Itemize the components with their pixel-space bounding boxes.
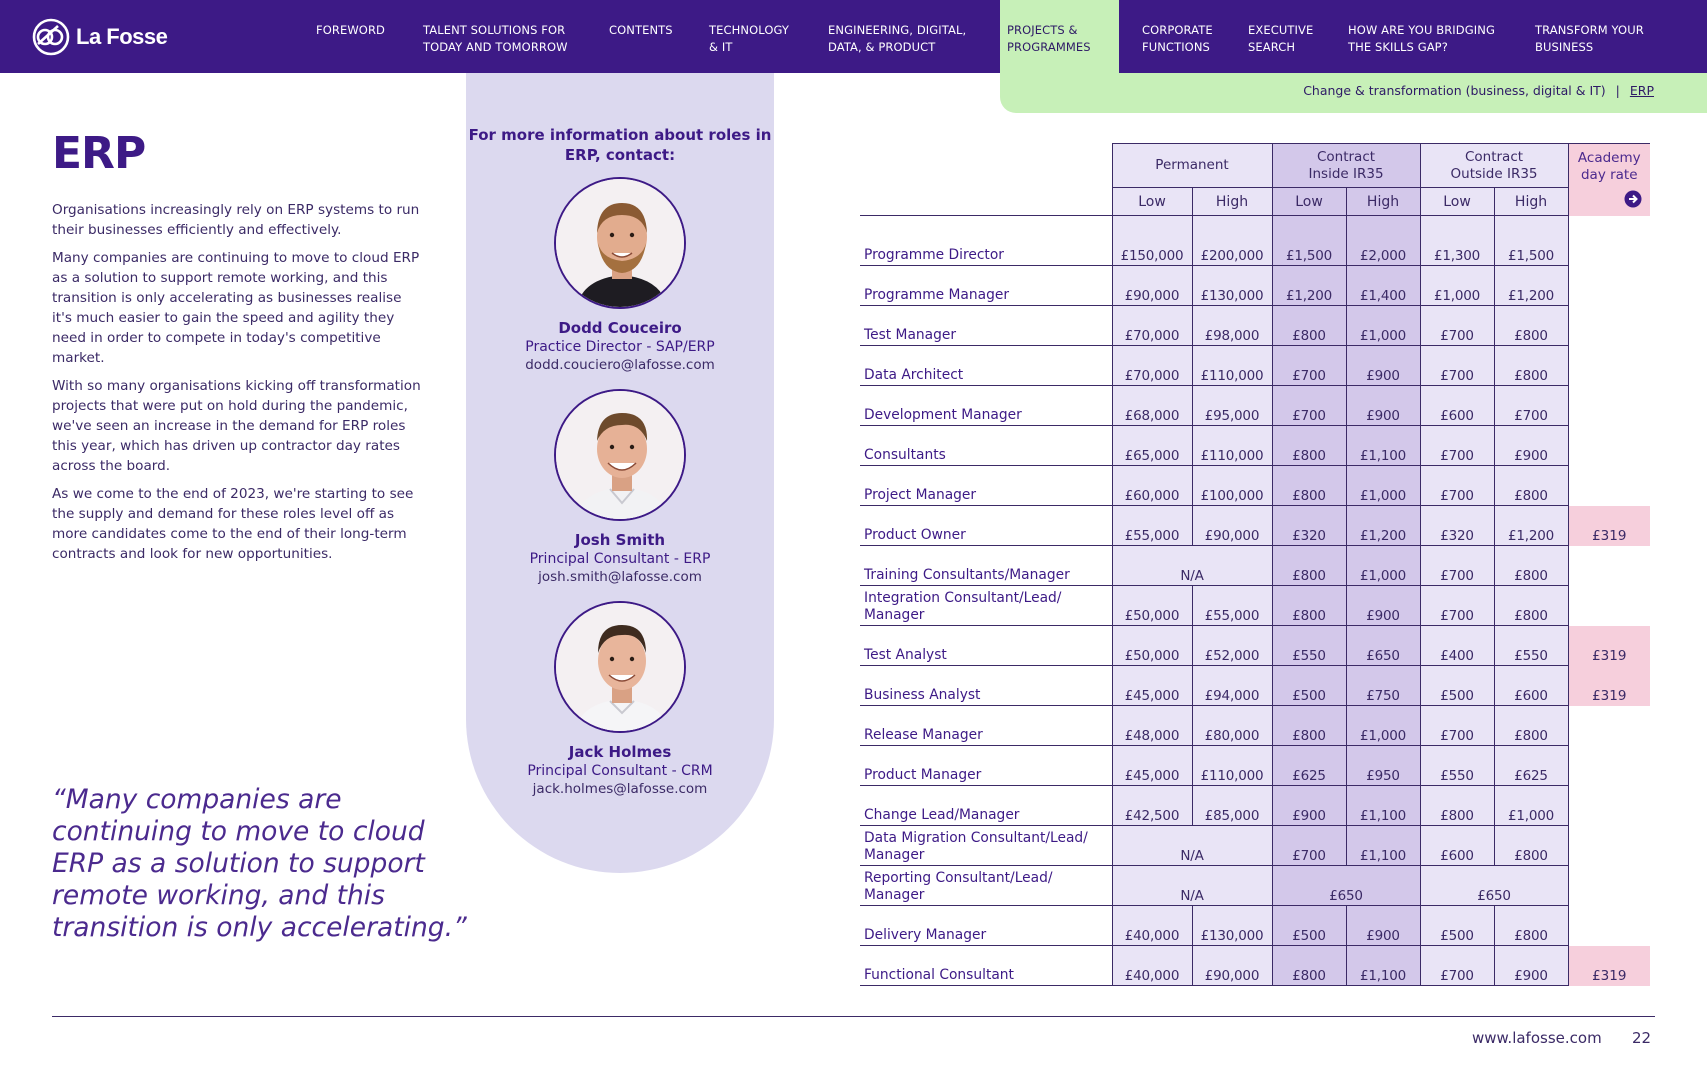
rate-cell: £55,000 bbox=[1112, 506, 1192, 546]
academy-rate-cell bbox=[1568, 746, 1650, 786]
role-name bbox=[860, 866, 1112, 906]
breadcrumb-current-link[interactable]: ERP bbox=[1629, 83, 1654, 98]
table-group-label: Inside IR35 bbox=[1308, 165, 1384, 182]
rate-cell: £80,000 bbox=[1192, 706, 1272, 746]
rate-cell: £45,000 bbox=[1112, 746, 1192, 786]
rate-cell: £70,000 bbox=[1112, 306, 1192, 346]
rate-cell: £85,000 bbox=[1192, 786, 1272, 826]
role-name bbox=[860, 506, 1112, 546]
nav-tab-label-line: TECHNOLOGY bbox=[709, 23, 790, 37]
rate-cell: £68,000 bbox=[1112, 386, 1192, 426]
rate-cell: £950 bbox=[1346, 746, 1420, 786]
rate-cell: £800 bbox=[1272, 426, 1346, 466]
rate-cell: £65,000 bbox=[1112, 426, 1192, 466]
nav-tab-label-line: TALENT SOLUTIONS FOR bbox=[423, 23, 566, 37]
academy-rate-cell: £319 bbox=[1568, 946, 1650, 986]
rate-cell: £700 bbox=[1420, 706, 1494, 746]
intro-paragraph: Many companies are continuing to move to cloud ERP as a solution to support remote working, and this transition is only accelerating as businesses realise it's much easier to gain the speed and agility they need in order to compete in today's competitive market. bbox=[52, 250, 420, 366]
rate-cell: £550 bbox=[1420, 746, 1494, 786]
nav-tab-label-line: CONTENTS bbox=[609, 23, 673, 37]
page-title: ERP bbox=[52, 128, 146, 179]
table-group-label: Academy bbox=[1577, 150, 1641, 166]
table-spacer-cell bbox=[1192, 216, 1272, 226]
role-name bbox=[860, 586, 1112, 626]
rate-cell: £800 bbox=[1272, 586, 1346, 626]
rate-cell: £200,000 bbox=[1192, 226, 1272, 266]
nav-tab-corporate-functions[interactable] bbox=[1142, 22, 1213, 56]
rate-cell: £1,200 bbox=[1494, 266, 1568, 306]
rate-cell: £48,000 bbox=[1112, 706, 1192, 746]
table-spacer-cell bbox=[1272, 216, 1346, 226]
role-name-line: Delivery Manager bbox=[864, 927, 987, 943]
role-name bbox=[860, 946, 1112, 986]
academy-rate-cell bbox=[1568, 306, 1650, 346]
nav-tab-label-line: FOREWORD bbox=[316, 23, 385, 37]
rate-cell: £900 bbox=[1346, 346, 1420, 386]
rate-cell: £600 bbox=[1420, 386, 1494, 426]
role-name bbox=[860, 626, 1112, 666]
table-row bbox=[860, 346, 1650, 386]
rate-cell: £900 bbox=[1346, 906, 1420, 946]
academy-rate-cell bbox=[1568, 466, 1650, 506]
table-subheader-high: High bbox=[1346, 188, 1420, 216]
table-row bbox=[860, 586, 1650, 626]
role-name bbox=[860, 306, 1112, 346]
rate-cell: £55,000 bbox=[1192, 586, 1272, 626]
rate-cell: £95,000 bbox=[1192, 386, 1272, 426]
role-name bbox=[860, 346, 1112, 386]
role-name-line: Programme Director bbox=[864, 247, 1004, 263]
table-row bbox=[860, 906, 1650, 946]
rate-cell: £700 bbox=[1420, 466, 1494, 506]
rate-cell: £94,000 bbox=[1192, 666, 1272, 706]
header-academy-day-rate bbox=[1568, 144, 1650, 216]
rate-cell: £700 bbox=[1420, 546, 1494, 586]
rate-cell: £1,000 bbox=[1346, 466, 1420, 506]
role-name bbox=[860, 906, 1112, 946]
rate-cell: £650 bbox=[1272, 866, 1420, 906]
rate-cell: £1,500 bbox=[1494, 226, 1568, 266]
rate-cell: £700 bbox=[1420, 306, 1494, 346]
rate-cell: £1,100 bbox=[1346, 946, 1420, 986]
role-name-line: Programme Manager bbox=[864, 287, 1010, 303]
rate-cell: N/A bbox=[1112, 826, 1272, 866]
table-header-empty bbox=[860, 144, 1112, 188]
academy-rate-cell bbox=[1568, 866, 1650, 906]
role-name-line: Test Analyst bbox=[864, 647, 947, 663]
table-spacer-cell bbox=[860, 216, 1112, 226]
role-name-line: Reporting Consultant/Lead/ bbox=[864, 870, 1053, 886]
brand-name: La Fosse bbox=[76, 24, 168, 49]
table-spacer-cell bbox=[1568, 216, 1650, 226]
rate-cell: £550 bbox=[1494, 626, 1568, 666]
nav-tab-label-line: TRANSFORM YOUR bbox=[1535, 23, 1644, 37]
nav-tab-label-line: DATA, & PRODUCT bbox=[828, 40, 936, 54]
academy-rate-cell: £319 bbox=[1568, 666, 1650, 706]
table-row bbox=[860, 706, 1650, 746]
contact-email-link[interactable]: dodd.couciero@lafosse.com bbox=[525, 357, 715, 373]
rate-cell: £800 bbox=[1272, 946, 1346, 986]
pull-quote: “Many companies are continuing to move to cloud ERP as a solution to support remote working, and this transition is only accelerating.” bbox=[52, 784, 467, 943]
role-name-line: Consultants bbox=[864, 447, 946, 463]
rate-cell: £550 bbox=[1272, 626, 1346, 666]
table-subheader-high: High bbox=[1192, 188, 1272, 216]
rate-cell: £800 bbox=[1272, 546, 1346, 586]
role-name-line: Business Analyst bbox=[864, 687, 981, 703]
role-name bbox=[860, 706, 1112, 746]
role-name-line: Manager bbox=[864, 887, 925, 903]
table-group-label: Contract bbox=[1464, 148, 1524, 165]
rate-cell: £900 bbox=[1272, 786, 1346, 826]
rate-cell: £90,000 bbox=[1112, 266, 1192, 306]
academy-rate-cell bbox=[1568, 426, 1650, 466]
nav-tab-contents[interactable] bbox=[609, 22, 673, 39]
rate-cell: £900 bbox=[1494, 946, 1568, 986]
breadcrumb-separator: | bbox=[1615, 83, 1620, 98]
contact-name: Jack Holmes bbox=[568, 743, 672, 761]
avatar bbox=[554, 177, 686, 309]
rate-cell: £1,100 bbox=[1346, 426, 1420, 466]
rate-cell: £1,100 bbox=[1346, 786, 1420, 826]
nav-tab-label-line: PROGRAMMES bbox=[1007, 40, 1091, 54]
rate-cell: £1,100 bbox=[1346, 826, 1420, 866]
rate-cell: £500 bbox=[1420, 906, 1494, 946]
nav-tab-talent-solutions[interactable] bbox=[423, 22, 568, 56]
rate-cell: £90,000 bbox=[1192, 946, 1272, 986]
role-name-line: Training Consultants/Manager bbox=[864, 567, 1070, 583]
contact-name: Dodd Couceiro bbox=[558, 319, 682, 337]
rate-cell: £800 bbox=[1494, 546, 1568, 586]
nav-tab-label-line: HOW ARE YOU BRIDGING bbox=[1348, 23, 1495, 37]
contact-role: Principal Consultant - CRM bbox=[527, 763, 713, 779]
rate-cell: £150,000 bbox=[1112, 226, 1192, 266]
rate-cell: £800 bbox=[1494, 906, 1568, 946]
rate-cell: £40,000 bbox=[1112, 946, 1192, 986]
rate-cell: £52,000 bbox=[1192, 626, 1272, 666]
nav-tab-label-line: EXECUTIVE bbox=[1248, 23, 1314, 37]
role-name-line: Project Manager bbox=[864, 487, 977, 503]
person-photo-icon bbox=[556, 391, 686, 521]
table-subheader-low: Low bbox=[1112, 188, 1192, 216]
rate-cell: £900 bbox=[1346, 386, 1420, 426]
contact-name: Josh Smith bbox=[574, 531, 666, 549]
table-group-label: Permanent bbox=[1155, 157, 1229, 173]
role-name-line: Product Manager bbox=[864, 767, 982, 783]
academy-rate-cell: £319 bbox=[1568, 506, 1650, 546]
rate-cell: £600 bbox=[1494, 666, 1568, 706]
role-name-line: Manager bbox=[864, 847, 925, 863]
table-header-row bbox=[860, 144, 1650, 188]
nav-tab-foreword[interactable] bbox=[316, 22, 385, 39]
arrow-right-circle-icon[interactable] bbox=[1571, 190, 1649, 213]
rate-cell: £110,000 bbox=[1192, 426, 1272, 466]
academy-rate-cell bbox=[1568, 906, 1650, 946]
intro-paragraph: With so many organisations kicking off transformation projects that were put on hold during the pandemic, we've seen an increase in the demand for ERP roles this year, which has driven up contractor day rates across the board. bbox=[52, 378, 421, 474]
role-name bbox=[860, 226, 1112, 266]
footer-divider bbox=[52, 1016, 1655, 1017]
brand-logo[interactable] bbox=[32, 18, 167, 56]
academy-rate-cell bbox=[1568, 346, 1650, 386]
table-row bbox=[860, 466, 1650, 506]
role-name bbox=[860, 426, 1112, 466]
rate-cell: £800 bbox=[1494, 706, 1568, 746]
role-name-line: Test Manager bbox=[864, 327, 957, 343]
table-row bbox=[860, 506, 1650, 546]
rate-cell: £800 bbox=[1272, 706, 1346, 746]
table-group-label: day rate bbox=[1580, 167, 1638, 183]
rate-cell: £45,000 bbox=[1112, 666, 1192, 706]
avatar bbox=[554, 601, 686, 733]
rate-cell: £800 bbox=[1272, 466, 1346, 506]
table-row bbox=[860, 306, 1650, 346]
salary-rate-table bbox=[860, 143, 1650, 986]
footer-website-link[interactable]: www.lafosse.com bbox=[1472, 1029, 1602, 1047]
table-row bbox=[860, 426, 1650, 466]
nav-tab-label-line: TODAY AND TOMORROW bbox=[423, 40, 568, 54]
person-photo-icon bbox=[556, 179, 686, 309]
table-row bbox=[860, 226, 1650, 266]
rate-cell: £900 bbox=[1494, 426, 1568, 466]
rate-cell: £1,000 bbox=[1494, 786, 1568, 826]
rate-cell: £800 bbox=[1494, 306, 1568, 346]
la-fosse-logo-icon bbox=[32, 18, 70, 56]
rate-cell: £800 bbox=[1494, 346, 1568, 386]
rate-cell: £320 bbox=[1272, 506, 1346, 546]
academy-rate-cell bbox=[1568, 586, 1650, 626]
header-permanent bbox=[1112, 144, 1272, 188]
contact-card bbox=[466, 177, 774, 373]
rate-cell: £1,200 bbox=[1346, 506, 1420, 546]
table-header-empty bbox=[860, 188, 1112, 216]
table-subheader-high: High bbox=[1494, 188, 1568, 216]
table-spacer-cell bbox=[1346, 216, 1420, 226]
header-contract-outside-ir35 bbox=[1420, 144, 1568, 188]
rate-cell: £800 bbox=[1494, 826, 1568, 866]
rate-cell: £500 bbox=[1420, 666, 1494, 706]
table-row bbox=[860, 386, 1650, 426]
rate-cell: £600 bbox=[1420, 826, 1494, 866]
table-subheader-low: Low bbox=[1272, 188, 1346, 216]
rate-cell: £1,400 bbox=[1346, 266, 1420, 306]
academy-rate-cell bbox=[1568, 826, 1650, 866]
table-row bbox=[860, 826, 1650, 866]
table-spacer-cell bbox=[1494, 216, 1568, 226]
nav-tab-label-line: ENGINEERING, DIGITAL, bbox=[828, 23, 967, 37]
intro-paragraph: Organisations increasingly rely on ERP systems to run their businesses efficiently and effectively. bbox=[52, 202, 420, 238]
rate-cell: £800 bbox=[1272, 306, 1346, 346]
rate-cell: £320 bbox=[1420, 506, 1494, 546]
rate-cell: £130,000 bbox=[1192, 906, 1272, 946]
rate-cell: £500 bbox=[1272, 666, 1346, 706]
table-row bbox=[860, 546, 1650, 586]
rate-cell: £1,000 bbox=[1346, 546, 1420, 586]
nav-tab-transform-business[interactable] bbox=[1535, 22, 1644, 56]
role-name-line: Product Owner bbox=[864, 527, 966, 543]
academy-rate-cell bbox=[1568, 266, 1650, 306]
role-name-line: Release Manager bbox=[864, 727, 983, 743]
rate-cell: £750 bbox=[1346, 666, 1420, 706]
academy-rate-cell bbox=[1568, 706, 1650, 746]
academy-rate-cell bbox=[1568, 226, 1650, 266]
rate-cell: £2,000 bbox=[1346, 226, 1420, 266]
role-name bbox=[860, 546, 1112, 586]
role-name bbox=[860, 666, 1112, 706]
role-name bbox=[860, 386, 1112, 426]
nav-tab-label-line: THE SKILLS GAP? bbox=[1348, 40, 1448, 54]
nav-tab-label-line: BUSINESS bbox=[1535, 40, 1594, 54]
rate-cell: £400 bbox=[1420, 626, 1494, 666]
rate-cell: £90,000 bbox=[1192, 506, 1272, 546]
role-name bbox=[860, 466, 1112, 506]
nav-tab-label-line: PROJECTS & bbox=[1007, 23, 1078, 37]
table-row bbox=[860, 266, 1650, 306]
role-name bbox=[860, 826, 1112, 866]
rate-cell: £60,000 bbox=[1112, 466, 1192, 506]
contact-email-link[interactable]: jack.holmes@lafosse.com bbox=[532, 781, 708, 797]
table-row bbox=[860, 746, 1650, 786]
nav-tab-projects-programmes[interactable] bbox=[1007, 22, 1091, 56]
nav-tab-skills-gap[interactable] bbox=[1348, 22, 1495, 56]
intro-text bbox=[52, 200, 422, 572]
role-name-line: Manager bbox=[864, 607, 925, 623]
academy-rate-cell bbox=[1568, 546, 1650, 586]
role-name-line: Data Migration Consultant/Lead/ bbox=[864, 830, 1088, 846]
academy-rate-cell bbox=[1568, 786, 1650, 826]
rate-cell: £700 bbox=[1420, 946, 1494, 986]
table-group-label: Contract bbox=[1316, 148, 1376, 165]
rate-cell: N/A bbox=[1112, 546, 1272, 586]
role-name-line: Functional Consultant bbox=[864, 967, 1014, 983]
avatar bbox=[554, 389, 686, 521]
role-name-line: Development Manager bbox=[864, 407, 1022, 423]
table-subheader-low: Low bbox=[1420, 188, 1494, 216]
nav-tab-technology-it[interactable] bbox=[709, 22, 789, 56]
contact-panel bbox=[466, 73, 774, 873]
rate-cell: £650 bbox=[1346, 626, 1420, 666]
rate-cell: £500 bbox=[1272, 906, 1346, 946]
rate-cell: £700 bbox=[1272, 826, 1346, 866]
table-row bbox=[860, 786, 1650, 826]
rate-cell: £70,000 bbox=[1112, 346, 1192, 386]
rate-cell: £1,000 bbox=[1346, 306, 1420, 346]
table-group-label: Outside IR35 bbox=[1450, 165, 1538, 182]
rate-cell: £110,000 bbox=[1192, 746, 1272, 786]
role-name-line: Data Architect bbox=[864, 367, 964, 383]
page-number: 22 bbox=[1632, 1029, 1652, 1047]
rate-cell: £900 bbox=[1346, 586, 1420, 626]
table-subheader-row bbox=[860, 188, 1650, 216]
breadcrumb bbox=[1000, 73, 1707, 113]
table-row bbox=[860, 866, 1650, 906]
contact-card bbox=[466, 389, 774, 585]
rate-cell: £800 bbox=[1420, 786, 1494, 826]
contact-card bbox=[466, 601, 774, 797]
rate-cell: £40,000 bbox=[1112, 906, 1192, 946]
rate-cell: £1,000 bbox=[1346, 706, 1420, 746]
table-spacer-row bbox=[860, 216, 1650, 226]
role-name bbox=[860, 266, 1112, 306]
contact-email-link[interactable]: josh.smith@lafosse.com bbox=[538, 569, 702, 585]
header-contract-inside-ir35 bbox=[1272, 144, 1420, 188]
rate-cell: £98,000 bbox=[1192, 306, 1272, 346]
rate-cell: £625 bbox=[1494, 746, 1568, 786]
person-photo-icon bbox=[556, 603, 686, 733]
table-row bbox=[860, 626, 1650, 666]
academy-rate-cell: £319 bbox=[1568, 626, 1650, 666]
rate-cell: £1,300 bbox=[1420, 226, 1494, 266]
rate-cell: £42,500 bbox=[1112, 786, 1192, 826]
rate-cell: N/A bbox=[1112, 866, 1272, 906]
rate-cell: £50,000 bbox=[1112, 626, 1192, 666]
intro-paragraph: As we come to the end of 2023, we're starting to see the supply and demand for these roles level off as more candidates come to the end of their long-term contracts and look for new opportunities. bbox=[52, 486, 414, 562]
table-spacer-cell bbox=[1112, 216, 1192, 226]
rate-cell: £700 bbox=[1420, 346, 1494, 386]
rate-cell: £700 bbox=[1272, 386, 1346, 426]
nav-tab-label-line: CORPORATE bbox=[1142, 23, 1213, 37]
nav-tab-executive-search[interactable] bbox=[1248, 22, 1313, 56]
table-spacer-cell bbox=[1420, 216, 1494, 226]
breadcrumb-parent-link[interactable]: Change & transformation (business, digital & IT) bbox=[1303, 83, 1606, 98]
role-name-line: Change Lead/Manager bbox=[864, 807, 1020, 823]
role-name-line: Integration Consultant/Lead/ bbox=[864, 590, 1062, 606]
rate-cell: £800 bbox=[1494, 466, 1568, 506]
academy-rate-cell bbox=[1568, 386, 1650, 426]
rate-cell: £700 bbox=[1272, 346, 1346, 386]
rate-cell: £130,000 bbox=[1192, 266, 1272, 306]
rate-cell: £1,000 bbox=[1420, 266, 1494, 306]
rate-cell: £1,200 bbox=[1272, 266, 1346, 306]
contact-heading: For more information about roles in ERP, contact: bbox=[468, 126, 772, 164]
rate-cell: £1,500 bbox=[1272, 226, 1346, 266]
nav-tab-engineering-digital[interactable] bbox=[828, 22, 966, 56]
table-row bbox=[860, 666, 1650, 706]
rate-cell: £100,000 bbox=[1192, 466, 1272, 506]
nav-tab-label-line: & IT bbox=[709, 40, 733, 54]
rate-cell: £625 bbox=[1272, 746, 1346, 786]
nav-tab-label-line: FUNCTIONS bbox=[1142, 40, 1210, 54]
contact-role: Principal Consultant - ERP bbox=[529, 551, 711, 567]
rate-cell: £700 bbox=[1494, 386, 1568, 426]
nav-tab-label-line: SEARCH bbox=[1248, 40, 1296, 54]
contact-role: Practice Director - SAP/ERP bbox=[525, 339, 715, 355]
rate-cell: £700 bbox=[1420, 426, 1494, 466]
rate-cell: £1,200 bbox=[1494, 506, 1568, 546]
rate-cell: £800 bbox=[1494, 586, 1568, 626]
role-name bbox=[860, 786, 1112, 826]
role-name bbox=[860, 746, 1112, 786]
rate-cell: £50,000 bbox=[1112, 586, 1192, 626]
rate-cell: £110,000 bbox=[1192, 346, 1272, 386]
rate-cell: £650 bbox=[1420, 866, 1568, 906]
rate-cell: £700 bbox=[1420, 586, 1494, 626]
table-row bbox=[860, 946, 1650, 986]
